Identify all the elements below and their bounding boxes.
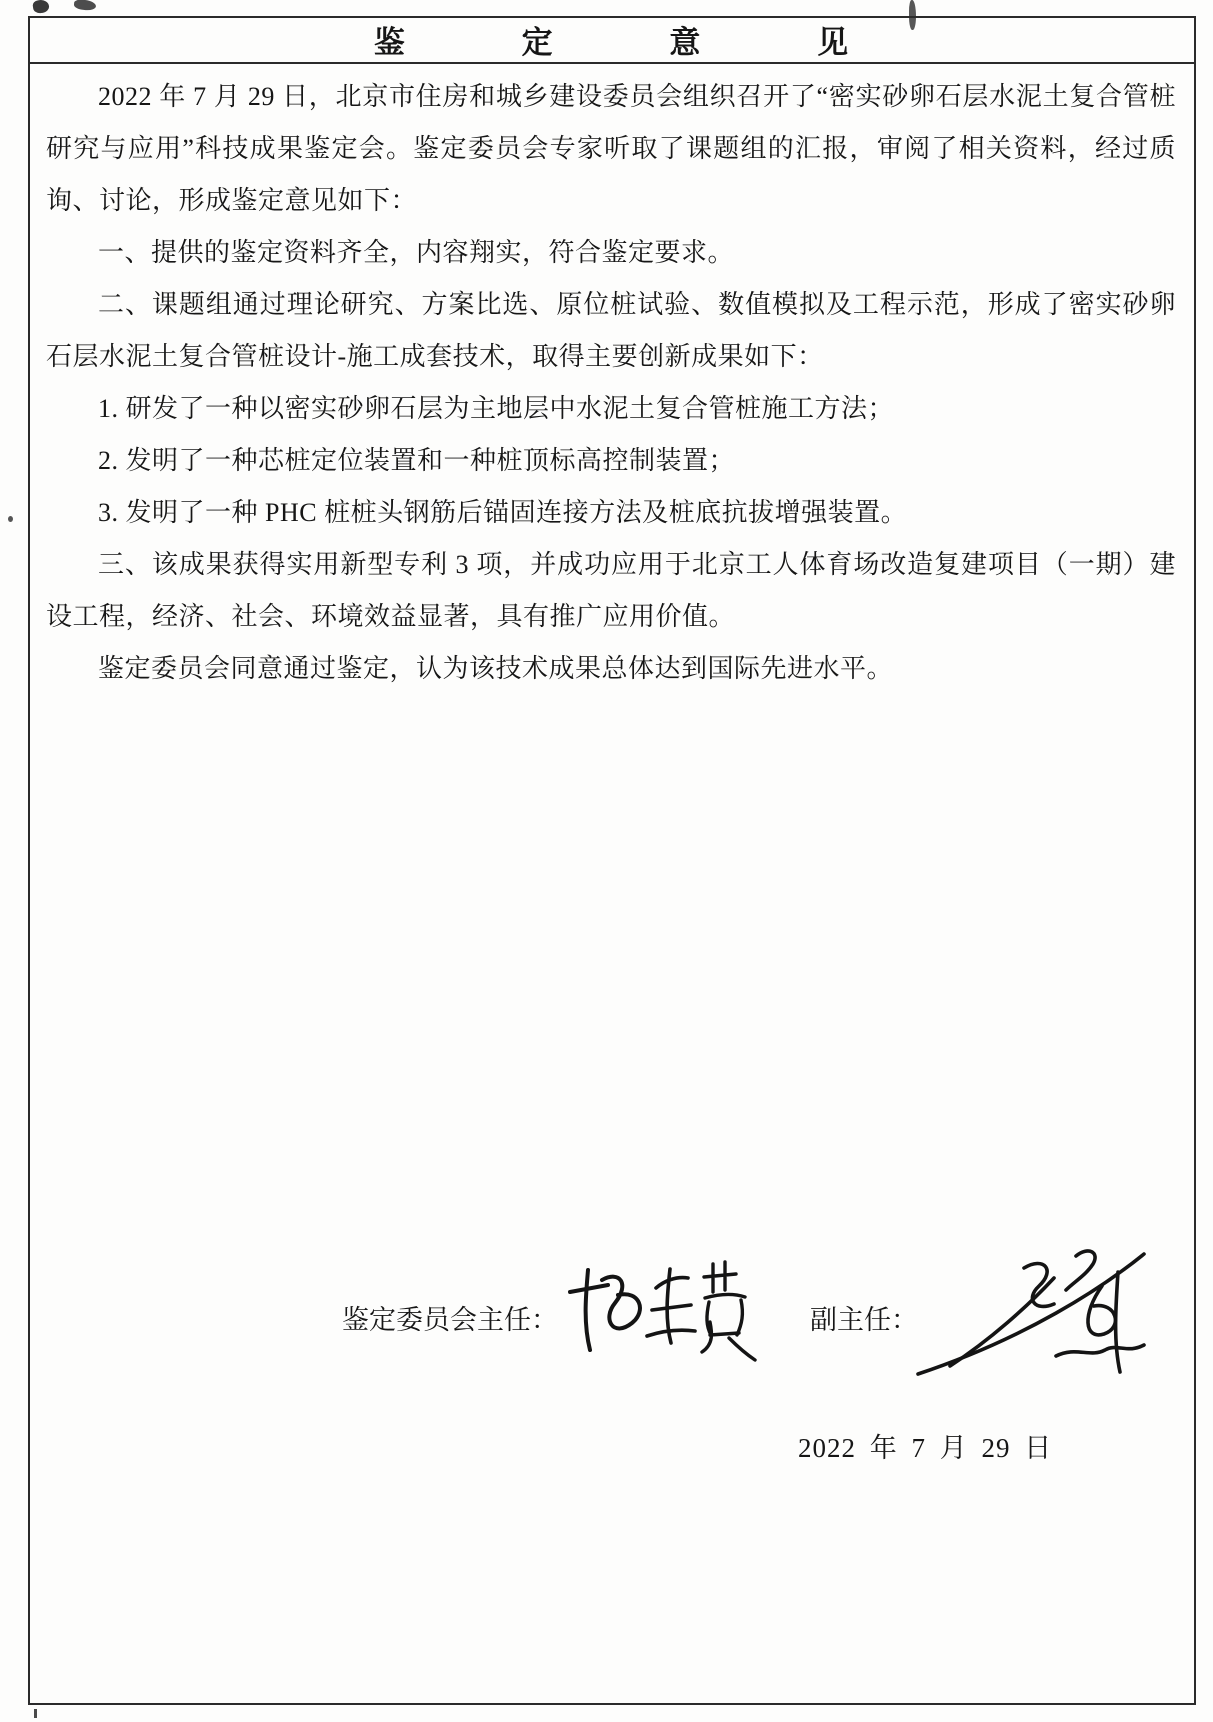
paragraph: 鉴定委员会同意通过鉴定，认为该技术成果总体达到国际先进水平。: [98, 654, 894, 683]
paragraph: 2. 发明了一种芯桩定位装置和一种桩顶标高控制装置；: [98, 446, 736, 475]
document-date: 2022 年 7 月 29 日: [798, 1433, 1053, 1463]
paragraph: 3. 发明了一种 PHC 桩桩头钢筋后锚固连接方法及桩底抗拔增强装置。: [98, 498, 908, 527]
scan-artifact: [32, 0, 50, 14]
paragraph: 二、课题组通过理论研究、方案比选、原位桩试验、数值模拟及工程示范，形成了密实砂卵石层水泥土复合管桩设计-施工成套技术，取得主要创新成果如下：: [46, 290, 1176, 371]
paragraph: 三、该成果获得实用新型专利 3 项，并成功应用于北京工人体育场改造复建项目（一期）建设工程，经济、社会、环境效益显著，具有推广应用价值。: [46, 550, 1176, 631]
page-title: 鉴 定 意 见: [373, 24, 851, 60]
vice-chairman-signature-handwriting: [906, 1244, 1152, 1386]
vice-chairman-label: 副主任：: [810, 1305, 918, 1335]
paragraph: 1. 研发了一种以密实砂卵石层为主地层中水泥土复合管桩施工方法；: [98, 394, 895, 423]
scan-artifact: [8, 516, 13, 522]
chairman-label: 鉴定委员会主任：: [342, 1305, 558, 1335]
scan-artifact: [74, 0, 97, 11]
scan-artifact: [34, 1709, 37, 1718]
chairman-signature-handwriting: [558, 1256, 770, 1368]
document-body: [30, 64, 1194, 695]
paragraph: 2022 年 7 月 29 日，北京市住房和城乡建设委员会组织召开了“密实砂卵石层水泥土复合管桩研究与应用”科技成果鉴定会。鉴定委员会专家听取了课题组的汇报，审阅了相关资料，经过质询、讨论，形成鉴定意见如下：: [46, 82, 1176, 215]
document-title-row: [30, 18, 1194, 64]
paragraph: 一、提供的鉴定资料齐全，内容翔实，符合鉴定要求。: [98, 238, 735, 267]
document-border: [28, 16, 1196, 1705]
